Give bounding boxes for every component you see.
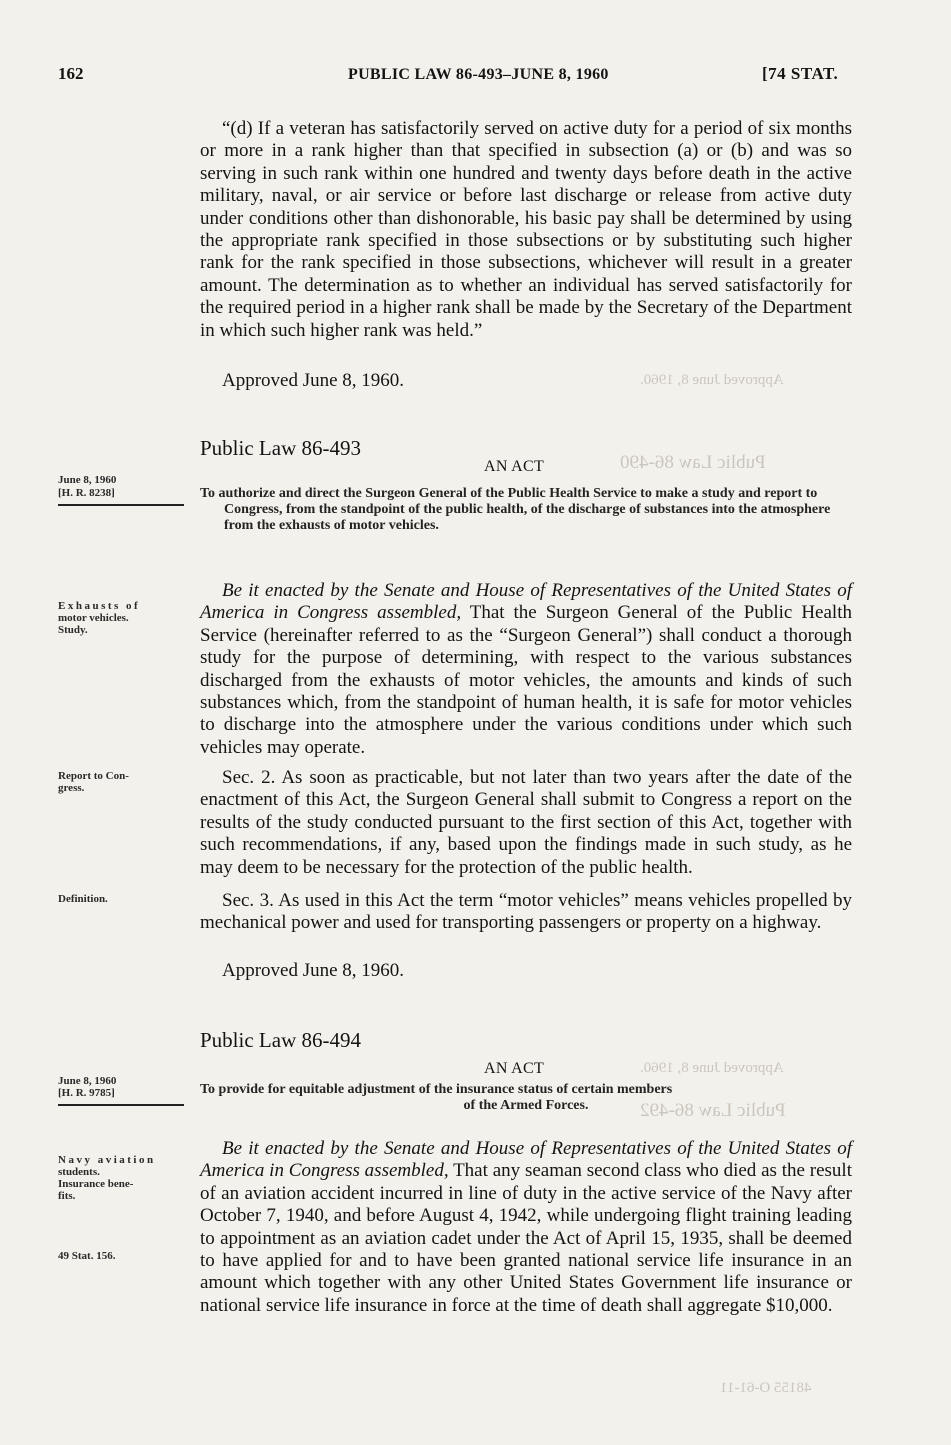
margin-note-definition: Definition. bbox=[58, 893, 108, 905]
stat-reference: [74 STAT. bbox=[762, 64, 839, 83]
section-2-paragraph bbox=[200, 767, 852, 879]
margin-note-report: Report to Con- bbox=[58, 770, 129, 782]
margin-date-86-494: June 8, 1960 bbox=[58, 1075, 117, 1087]
margin-date-86-493: June 8, 1960 bbox=[58, 474, 117, 486]
margin-note-stat-cite: 49 Stat. 156. bbox=[58, 1250, 116, 1262]
margin-note-navy-2: students. bbox=[58, 1166, 100, 1178]
page-number: 162 bbox=[58, 64, 84, 83]
act-title-86-494-line2: of the Armed Forces. bbox=[463, 1098, 589, 1113]
margin-bill-86-494: [H. R. 9785] bbox=[58, 1087, 115, 1099]
margin-note-exhausts: Exhausts of bbox=[58, 600, 141, 612]
law-494-body-text: That any seaman second class who died as the result of an aviation accident incurred in line of duty in the active service of the Navy after October 7, 1940, and before August 4, 1942, while undergoing flight training leading to appointment as an aviation cadet under the Act of April 15, 1935, shall be deemed to have applied for and to have been granted national service life insurance in an amount which together with any other United States Government life insurance or national service life insurance in force at the time of death shall aggregate $10,000. bbox=[200, 1160, 852, 1316]
act-title-86-494-line1: To provide for equitable adjustment of the insurance status of certain members bbox=[200, 1082, 673, 1097]
approved-line-86-493: Approved June 8, 1960. bbox=[222, 960, 405, 981]
section-3-paragraph bbox=[200, 890, 852, 935]
margin-note-study: Study. bbox=[58, 624, 88, 636]
bleed-through-ghost-text: 48155 O-61-11 bbox=[720, 1380, 812, 1396]
bleed-through-ghost-text: Public Law 86-492 bbox=[640, 1100, 786, 1121]
section-1-paragraph bbox=[200, 580, 852, 759]
section-3-label: Sec. 3. bbox=[222, 890, 274, 911]
law-heading-86-494: Public Law 86-494 bbox=[200, 1028, 361, 1052]
enacting-clause-86-494: Be it enacted by the Senate and House of Representatives of the United States of America in Congress assembled, bbox=[200, 1138, 852, 1182]
section-2-text: As soon as practicable, but not later than two years after the date of the enactment of this Act, the Surgeon General shall submit to Congress a report on the results of the study conducted pursuant to the first section of this Act, together with such recommendations, if any, based upon the findings made in such study, as he may deem to be necessary for the protection of the public health. bbox=[200, 767, 853, 878]
margin-note-insurance: Insurance bene- bbox=[58, 1178, 134, 1190]
margin-rule-86-493 bbox=[58, 504, 184, 506]
margin-note-navy: Navy aviation bbox=[58, 1154, 156, 1166]
margin-rule-86-494 bbox=[58, 1104, 184, 1106]
section-1-text: That the Surgeon General of the Public Health Service (hereinafter referred to as the “Surgeon General”) shall conduct a thorough study for the purpose of determining, with respect to the various substances discharged from the exhausts of motor vehicles, the amounts and kinds of such substances which, from the standpoint of human health, it is safe for motor vehicles to discharge into the atmosphere under the various conditions under which such vehicles may operate. bbox=[200, 602, 852, 758]
margin-bill-86-493: [H. R. 8238] bbox=[58, 487, 115, 499]
continuation-paragraph: “(d) If a veteran has satisfactorily served on active duty for a period of six months or more in a rank higher than that specified in subsection (a) or (b) and was so serving in such rank within one hundred and twenty days before death in the active military, naval, or air service or before last discharge or release from active duty under conditions other than dishonorable, his basic pay shall be determined by using the appropriate rank specified in those subsections or by substituting such higher rank for the rank specified in those subsections, whichever will result in a greater amount. The determination as to whether an individual has served satisfactorily for the required period in a higher rank shall be made by the Secretary of the Department in which such higher rank was held.” bbox=[200, 118, 852, 341]
law-494-paragraph bbox=[200, 1138, 852, 1317]
enacting-clause-86-493: Be it enacted by the Senate and House of Representatives of the United States of America in Congress assembled, bbox=[200, 580, 852, 624]
act-title-86-493: To authorize and direct the Surgeon General of the Public Health Service to make a study and report to Congress, from the standpoint of the public health, of the discharge of substances into the atmosphere from the exhausts of motor vehicles. bbox=[200, 486, 831, 533]
margin-note-exhausts-2: motor vehicles. bbox=[58, 612, 129, 624]
act-label-86-493: AN ACT bbox=[484, 458, 545, 475]
law-heading-86-493: Public Law 86-493 bbox=[200, 436, 361, 460]
bleed-through-ghost-text: Approved June 8, 1960. bbox=[640, 1060, 784, 1076]
bleed-through-ghost-text: Approved June 8, 1960. bbox=[640, 372, 784, 388]
margin-note-report-2: gress. bbox=[58, 782, 85, 794]
bleed-through-ghost-text: Public Law 86-490 bbox=[620, 452, 766, 473]
act-label-86-494: AN ACT bbox=[484, 1060, 545, 1077]
section-2-label: Sec. 2. bbox=[222, 767, 276, 788]
margin-note-insurance-2: fits. bbox=[58, 1190, 76, 1202]
approved-line-prev: Approved June 8, 1960. bbox=[222, 370, 405, 391]
running-head: PUBLIC LAW 86-493–JUNE 8, 1960 bbox=[348, 66, 609, 83]
section-3-text: As used in this Act the term “motor vehicles” means vehicles propelled by mechanical power and used for transporting passengers or property on a highway. bbox=[200, 890, 853, 934]
